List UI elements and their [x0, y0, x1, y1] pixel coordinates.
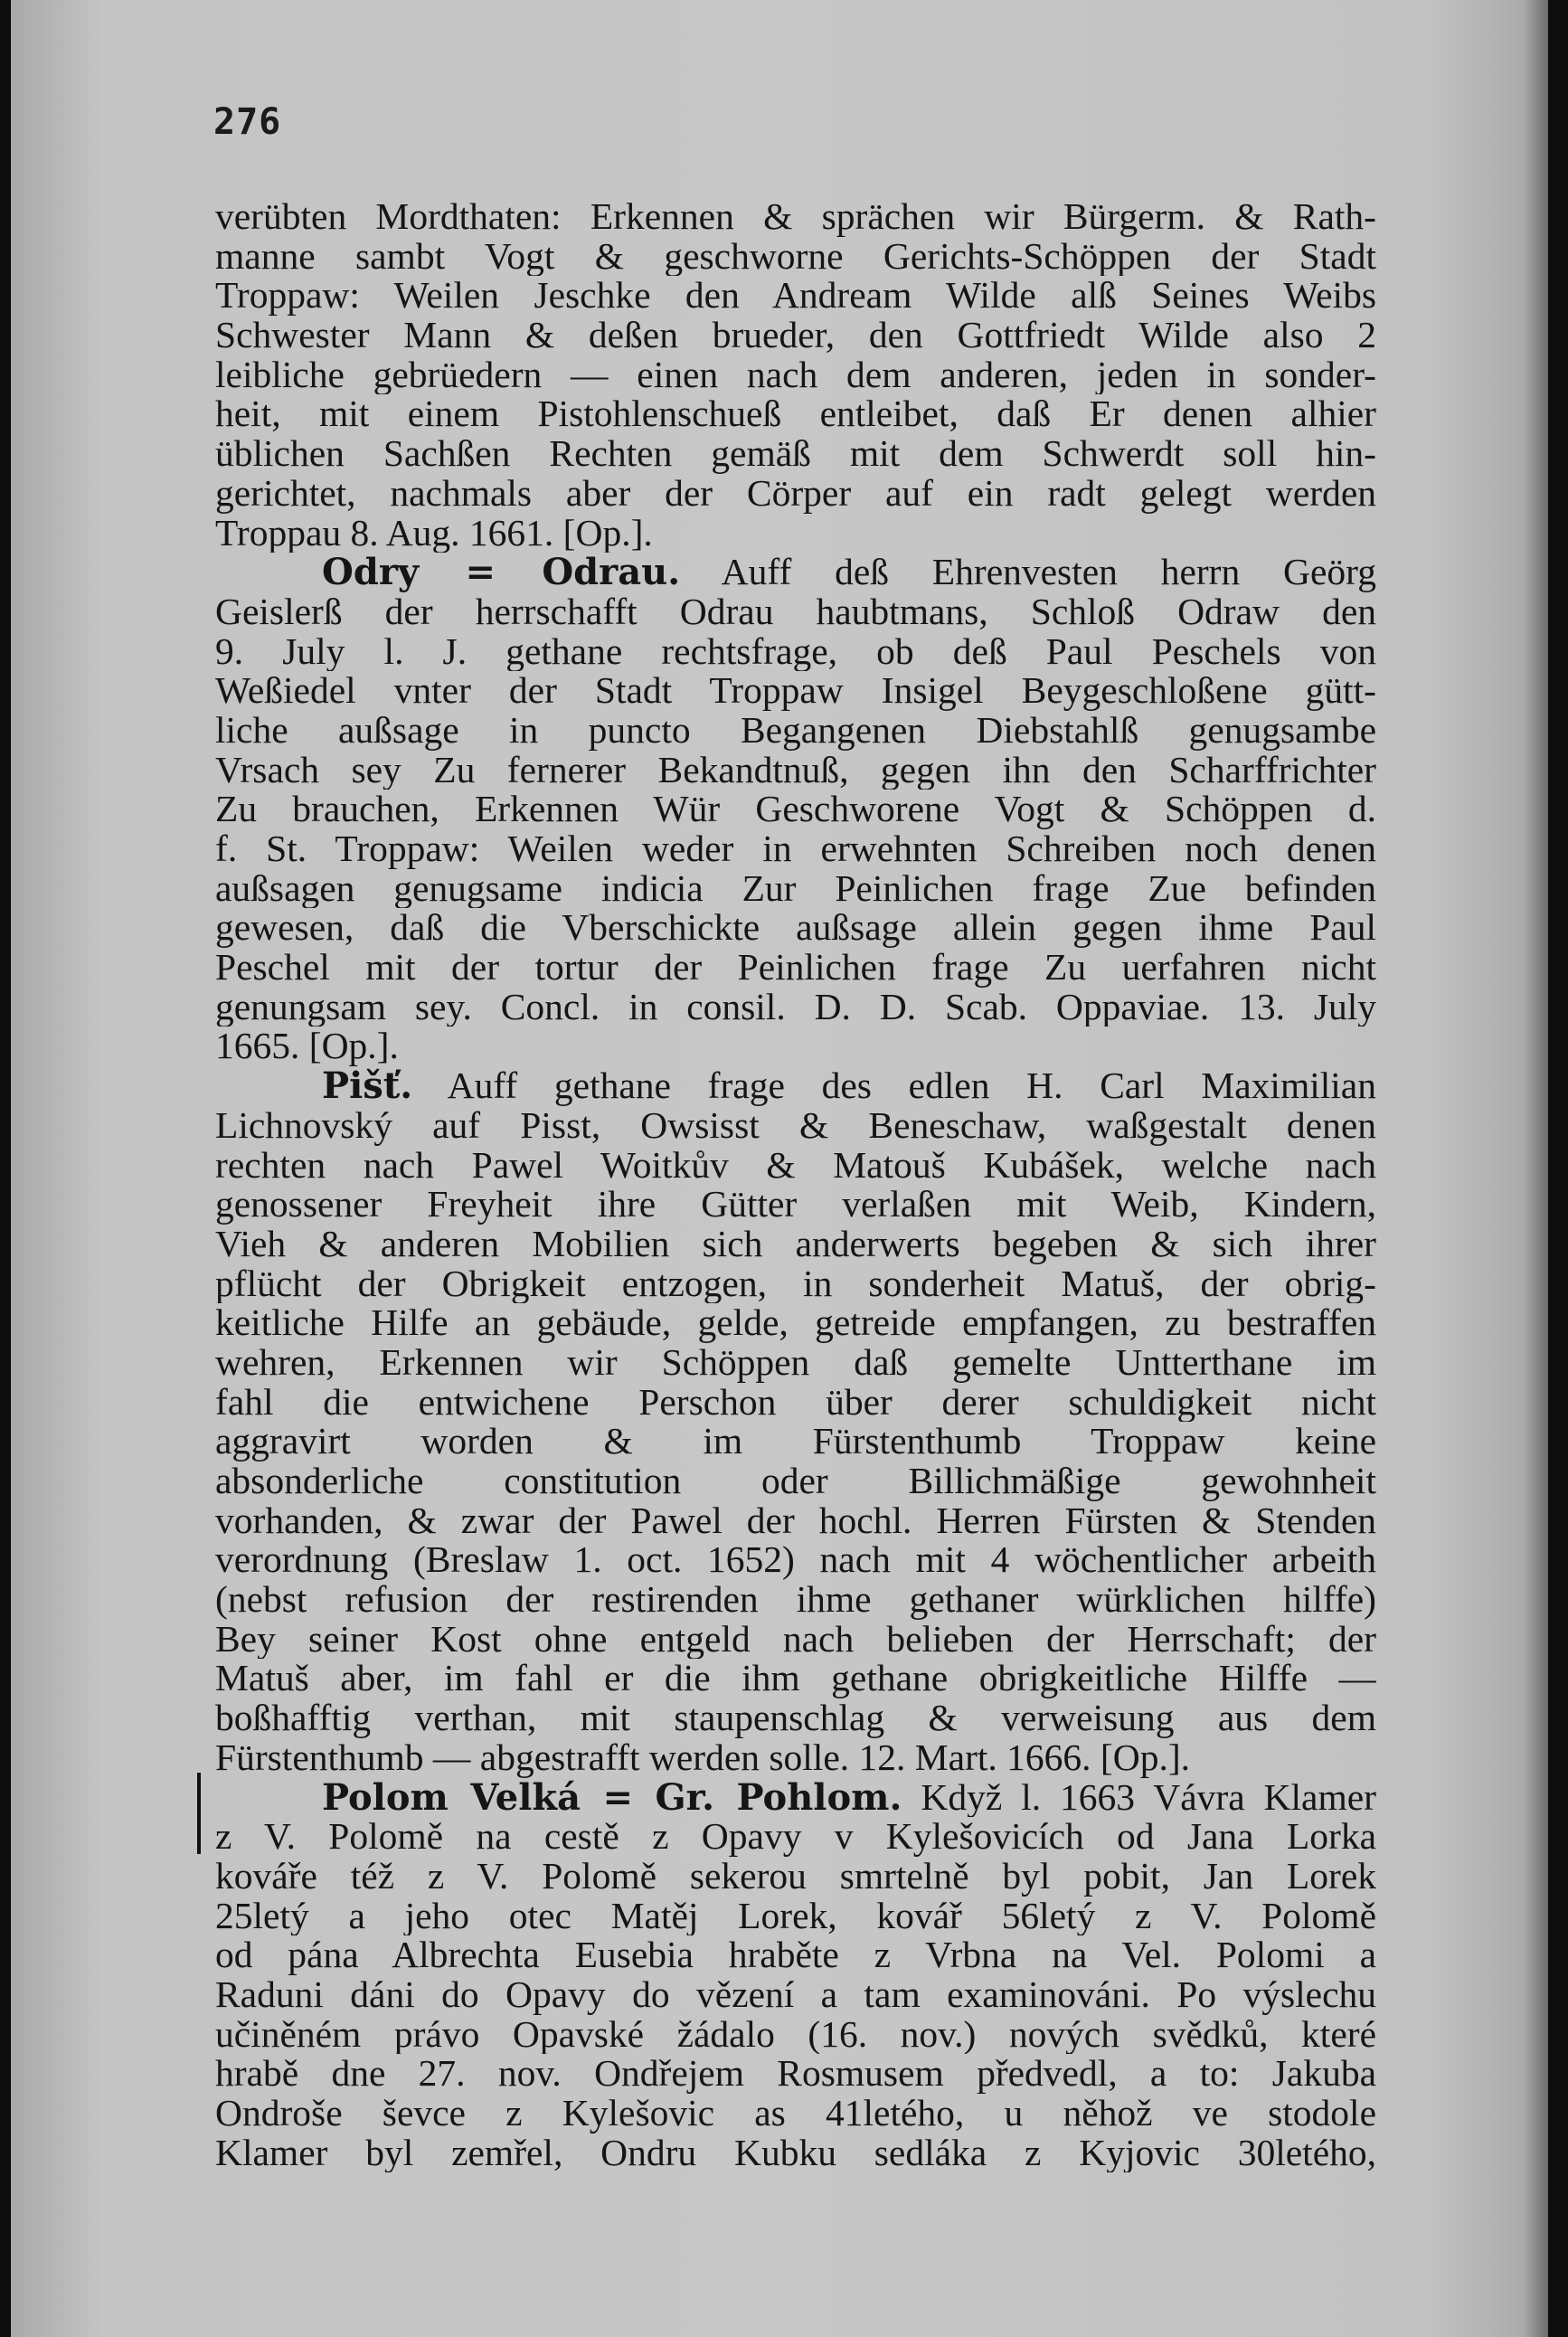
text-line: Troppaw: Weilen Jeschke den Andream Wilde alß Seines Weibs — [215, 276, 1376, 317]
entry-heading: Polom Velká = Gr. Pohlom. — [322, 1777, 902, 1818]
text-line: Auff deß Ehrenvesten herrn Geörg — [721, 553, 1376, 592]
text-line: 25letý a jeho otec Matěj Lorek, kovář 56letý z V. Polomě — [215, 1896, 1376, 1936]
text-line: absonderliche constitution oder Billichmäßige gewohnheit — [215, 1462, 1376, 1501]
text-line: verordnung (Breslaw 1. oct. 1652) nach mit 4 wöchentlicher arbeith — [215, 1540, 1376, 1581]
text-line: Raduni dáni do Opavy do vězení a tam examinováni. Po výslechu — [215, 1974, 1376, 2015]
text-line: f. St. Troppaw: Weilen weder in erwehnten Schreiben noch denen — [215, 829, 1376, 869]
text-line: genungsam sey. Concl. in consil. D. D. Scab. Oppaviae. 13. July — [215, 987, 1376, 1027]
text-line: manne sambt Vogt & geschworne Gerichts-Schöppen der Stadt — [215, 236, 1376, 277]
text-line: Vrsach sey Zu fernerer Bekandtnuß, gegen ihn den Scharffrichter — [215, 750, 1376, 790]
text-line: gerichtet, nachmals aber der Cörper auf ein radt gelegt werden — [215, 473, 1376, 514]
margin-mark — [197, 1773, 201, 1854]
entry-polom — [215, 1778, 1376, 1818]
text-line: leibliche gebrüedern — einen nach dem anderen, jeden in sonder- — [215, 355, 1376, 395]
text-line: gewesen, daß die Vberschickte außsage allein gegen ihme Paul — [215, 908, 1376, 949]
page-number: 276 — [213, 101, 282, 143]
text-line: 9. July l. J. gethane rechtsfrage, ob deß Paul Peschels von — [215, 631, 1376, 672]
text-line: Ondroše ševce z Kylešovic as 41letého, u něhož ve stodole — [215, 2094, 1376, 2134]
text-line: aggravirt worden & im Fürstenthumb Troppaw keine — [215, 1422, 1376, 1462]
text-line: hrabě dne 27. nov. Ondřejem Rosmusem předvedl, a to: Jakuba — [215, 2054, 1376, 2094]
text-line: verübten Mordthaten: Erkennen & sprächen wir Bürgerm. & Rath- — [215, 197, 1376, 237]
text-line: 1665. [Op.]. — [215, 1027, 399, 1067]
text-line: učiněném právo Opavské žádalo (16. nov.) nových svědků, které — [215, 2014, 1376, 2055]
text-line: z V. Polomě na cestě z Opavy v Kylešovicích od Jana Lorka — [215, 1817, 1376, 1857]
text-line: keitliche Hilfe an gebäude, gelde, getreide empfangen, zu bestraffen — [215, 1303, 1376, 1343]
text-line: heit, mit einem Pistohlenschueß entleibet, daß Er denen alhier — [215, 394, 1376, 435]
text-line: Lichnovský auf Pisst, Owsisst & Beneschaw, waßgestalt denen — [215, 1105, 1376, 1146]
text-line: Když l. 1663 Vávra Klamer — [921, 1777, 1376, 1818]
page-edge-shadow — [1523, 0, 1548, 2337]
entry-heading: Pišť. — [322, 1066, 413, 1106]
text-line: vorhanden, & zwar der Pawel der hochl. Herren Fürsten & Stenden — [215, 1500, 1376, 1541]
text-line: pflücht der Obrigkeit entzogen, in sonderheit Matuš, der obrig- — [215, 1263, 1376, 1304]
entry-odry — [215, 553, 1376, 592]
page-body — [215, 197, 1376, 2172]
text-line: boßhafftig verthan, mit staupenschlag & verweisung aus dem — [215, 1698, 1376, 1738]
text-line: kováře též z V. Polomě sekerou smrtelně byl pobit, Jan Lorek — [215, 1856, 1376, 1897]
entry-pist — [215, 1066, 1376, 1106]
text-line: Matuš aber, im fahl er die ihm gethane obrigkeitliche Hilffe — — [215, 1659, 1376, 1699]
text-line: Geislerß der herrschafft Odrau haubtmans, Schloß Odraw den — [215, 591, 1376, 632]
entry-heading: Odry = Odrau. — [322, 553, 681, 592]
text-line: Troppau 8. Aug. 1661. [Op.]. — [215, 513, 653, 554]
book-page — [11, 0, 1548, 2337]
text-line: Peschel mit der tortur der Peinlichen frage Zu uerfahren nicht — [215, 948, 1376, 988]
text-line: (nebst refusion der restirenden ihme gethaner würklichen hilffe) — [215, 1580, 1376, 1620]
text-line: Bey seiner Kost ohne entgeld nach belieben der Herrschaft; der — [215, 1619, 1376, 1660]
text-line: Fürstenthumb — abgestrafft werden solle. 12. Mart. 1666. [Op.]. — [215, 1737, 1191, 1778]
text-line: Zu brauchen, Erkennen Wür Geschworene Vogt & Schöppen d. — [215, 790, 1376, 829]
text-line: genossener Freyheit ihre Gütter verlaßen mit Weib, Kindern, — [215, 1185, 1376, 1225]
text-line: Schwester Mann & deßen brueder, den Gottfriedt Wilde also 2 — [215, 316, 1376, 355]
text-line: außsagen genugsame indicia Zur Peinlichen frage Zue befinden — [215, 868, 1376, 909]
text-line: wehren, Erkennen wir Schöppen daß gemelte Untterthane im — [215, 1342, 1376, 1383]
text-line: od pána Albrechta Eusebia hraběte z Vrbna na Vel. Polomi a — [215, 1935, 1376, 1975]
text-line: üblichen Sachßen Rechten gemäß mit dem Schwerdt soll hin- — [215, 434, 1376, 474]
text-line: fahl die entwichene Perschon über derer schuldigkeit nicht — [215, 1382, 1376, 1423]
text-line: Vieh & anderen Mobilien sich anderwerts begeben & sich ihrer — [215, 1224, 1376, 1264]
text-line: Auff gethane frage des edlen H. Carl Maximilian — [447, 1066, 1376, 1106]
text-line: rechten nach Pawel Woitkův & Matouš Kubášek, welche nach — [215, 1145, 1376, 1186]
text-line: Klamer byl zemřel, Ondru Kubku sedláka z Kyjovic 30letého, — [215, 2133, 1376, 2173]
text-line: Weßiedel vnter der Stadt Troppaw Insigel Beygeschloßene gütt- — [215, 671, 1376, 711]
text-line: liche außsage in puncto Begangenen Diebstahlß genugsambe — [215, 710, 1376, 751]
